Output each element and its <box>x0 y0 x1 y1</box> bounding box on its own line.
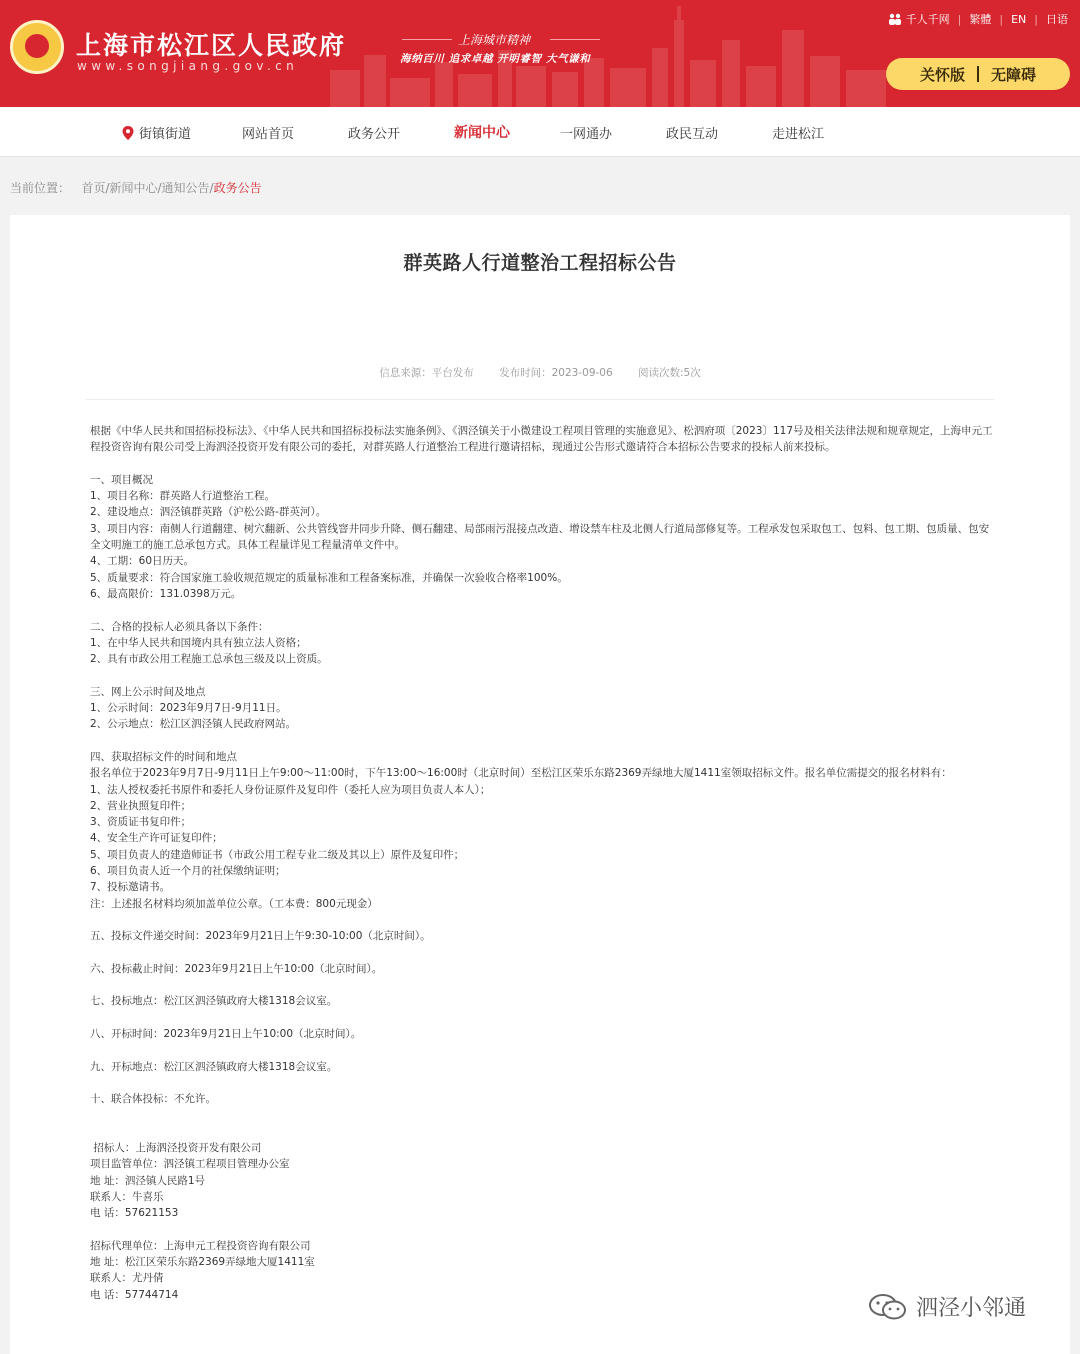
section-title: 三、网上公示时间及地点 <box>90 685 206 698</box>
watermark-text: 泗泾小邻通 <box>916 1296 1027 1321</box>
section-line: 2、建设地点：泗泾镇群英路（沪松公路-群英河）。 <box>90 506 327 519</box>
section-title: 一、项目概况 <box>90 473 153 486</box>
link-english[interactable]: EN <box>1011 12 1027 26</box>
top-links <box>888 11 1068 27</box>
nav-item-gov-affairs[interactable]: 政务公开 <box>348 127 401 142</box>
article-title: 群英路人行道整治工程招标公告 <box>403 252 677 274</box>
link-qianren-qianwang[interactable]: 千人千网 <box>905 13 950 26</box>
breadcrumb-current[interactable]: 政务公告 <box>213 181 262 195</box>
section-title: 九、开标地点：松江区泗泾镇政府大楼1318会议室。 <box>90 1060 338 1073</box>
section-line: 7、投标邀请书。 <box>90 881 171 894</box>
section-note: 注：上述报名材料均须加盖单位公章。（工本费：800元现金） <box>90 897 378 910</box>
national-emblem-logo[interactable] <box>10 20 64 74</box>
breadcrumb <box>10 179 262 196</box>
section-line: 5、质量要求：符合国家施工验收规范规定的质量标准和工程备案标准，并确保一次验收合格率100%。 <box>90 571 568 584</box>
spirit-line-right <box>550 39 600 40</box>
nav-item-news-center[interactable]: 新闻中心 <box>454 125 510 141</box>
nav-item-home[interactable]: 网站首页 <box>242 127 295 142</box>
section-line: 3、项目内容：南侧人行道翻建、树穴翻新、公共管线窨井同步升降、侧石翻建、局部雨污混接点改造、增设禁车柱及北侧人行道局部修复等。工程承发包采取包工、包料、包工期、包质量、包安全文明施工的施工总承包方式。具体工程量详见工程量清单文件中。 <box>90 522 990 552</box>
site-title[interactable]: 上海市松江区人民政府 <box>76 31 347 60</box>
section-line: 报名单位于2023年9月7日-9月11日上午9:00～11:00时，下午13:00～16:00时（北京时间）至松江区荣乐东路2369弄绿地大厦1411室领取招标文件。报名单位需提交的报名材料有： <box>90 767 952 780</box>
tenderer-contact: 联系人：牛喜乐 <box>90 1190 164 1203</box>
section-line: 2、公示地点：松江区泗泾镇人民政府网站。 <box>90 718 297 731</box>
care-mode-button[interactable]: 关怀版 <box>919 65 965 84</box>
article-body <box>90 423 996 1303</box>
agent-contact: 联系人：尤丹倩 <box>90 1272 164 1285</box>
city-spirit-slogan: 海纳百川 追求卓越 开明睿智 大气谦和 <box>400 53 591 65</box>
main-nav <box>0 107 1080 157</box>
wechat-watermark <box>868 1291 1026 1322</box>
section-line: 5、项目负责人的建造师证书（市政公用工程专业二级及其以上）原件及复印件； <box>90 848 465 861</box>
accessibility-button[interactable]: 无障碍 <box>991 65 1037 84</box>
section-line: 1、在中华人民共和国境内具有独立法人资格； <box>90 636 307 649</box>
link-japanese[interactable]: 日语 <box>1046 13 1068 26</box>
spirit-line-left <box>402 39 452 40</box>
site-domain: www.songjiang.gov.cn <box>77 59 299 73</box>
article-meta <box>10 365 1070 380</box>
section-line: 6、项目负责人近一个月的社保缴纳证明； <box>90 865 286 878</box>
section-title: 八、开标时间：2023年9月21日上午10:00（北京时间）。 <box>90 1027 362 1040</box>
tenderer-name: 招标人：上海泗泾投资开发有限公司 <box>90 1142 262 1155</box>
section-line: 1、项目名称：群英路人行道整治工程。 <box>90 490 276 503</box>
section-title: 五、投标文件递交时间：2023年9月21日上午9:30-10:00（北京时间）。 <box>90 930 431 943</box>
section-title: 四、获取招标文件的时间和地点 <box>90 750 237 763</box>
tenderer-supervisor: 项目监管单位：泗泾镇工程项目管理办公室 <box>90 1158 290 1171</box>
meta-views: 阅读次数:5次 <box>638 367 701 379</box>
section-line: 1、法人授权委托书原件和委托人身份证原件及复印件（委托人应为项目负责人本人）； <box>90 783 491 796</box>
care-accessibility-box <box>886 58 1070 90</box>
breadcrumb-path[interactable]: 首页/新闻中心/通知公告/ <box>81 181 214 195</box>
section-line: 2、营业执照复印件； <box>90 799 192 812</box>
agent-phone: 电 话：57744714 <box>90 1288 179 1301</box>
nav-item-about-songjiang[interactable]: 走进松江 <box>772 127 825 142</box>
section-line: 1、公示时间：2023年9月7日-9月11日。 <box>90 702 287 715</box>
section-line: 4、工期：60日历天。 <box>90 555 195 568</box>
intro-paragraph: 根据《中华人民共和国招标投标法》、《中华人民共和国招标投标法实施条例》、《泗泾镇关于小微建设工程项目管理的实施意见》、松泗府项〔2023〕117号及相关法律法规和规章规定，上海申元工程投资咨询有限公司受上海泗泾投资开发有限公司的委托，对群英路人行道整治工程进行邀请招标，现通过公告形式邀请符合本招标公告要求的投标人前来投标。 <box>90 425 993 454</box>
section-title: 六、投标截止时间：2023年9月21日上午10:00（北京时间）。 <box>90 962 383 975</box>
section-line: 3、资质证书复印件； <box>90 816 192 829</box>
tenderer-phone: 电 话：57621153 <box>90 1207 179 1220</box>
nav-item-one-network[interactable]: 一网通办 <box>560 127 613 142</box>
people-icon <box>888 13 902 25</box>
divider <box>977 66 979 82</box>
separator: | <box>999 12 1004 26</box>
section-line: 6、最高限价：131.0398万元。 <box>90 587 242 600</box>
meta-source: 信息来源：平台发布 <box>379 367 474 379</box>
section-title: 二、合格的投标人必须具备以下条件： <box>90 620 269 633</box>
separator: | <box>1034 12 1038 26</box>
agent-name: 招标代理单位：上海申元工程投资咨询有限公司 <box>90 1239 311 1252</box>
tenderer-address: 地 址：泗泾镇人民路1号 <box>90 1174 206 1187</box>
location-pin-icon <box>122 126 134 140</box>
breadcrumb-label: 当前位置： <box>10 181 71 195</box>
site-header <box>0 0 1080 107</box>
article-card <box>10 215 1070 1354</box>
link-traditional-chinese[interactable]: 繁體 <box>969 13 992 26</box>
section-title: 七、投标地点：松江区泗泾镇政府大楼1318会议室。 <box>90 995 338 1008</box>
city-spirit-title: 上海城市精神 <box>458 33 531 47</box>
nav-item-streets[interactable] <box>122 123 191 142</box>
section-line: 2、具有市政公用工程施工总承包三级及以上资质。 <box>90 653 328 666</box>
meta-divider <box>86 399 994 400</box>
wechat-icon <box>868 1292 908 1322</box>
separator: | <box>957 12 962 26</box>
agent-address: 地 址：松江区荣乐东路2369弄绿地大厦1411室 <box>90 1256 315 1269</box>
nav-label: 街镇街道 <box>139 127 192 142</box>
section-line: 4、安全生产许可证复印件； <box>90 832 223 845</box>
nav-item-interaction[interactable]: 政民互动 <box>666 127 719 142</box>
meta-date: 发布时间：2023-09-06 <box>499 367 613 379</box>
section-title: 十、联合体投标：不允许。 <box>90 1093 216 1106</box>
